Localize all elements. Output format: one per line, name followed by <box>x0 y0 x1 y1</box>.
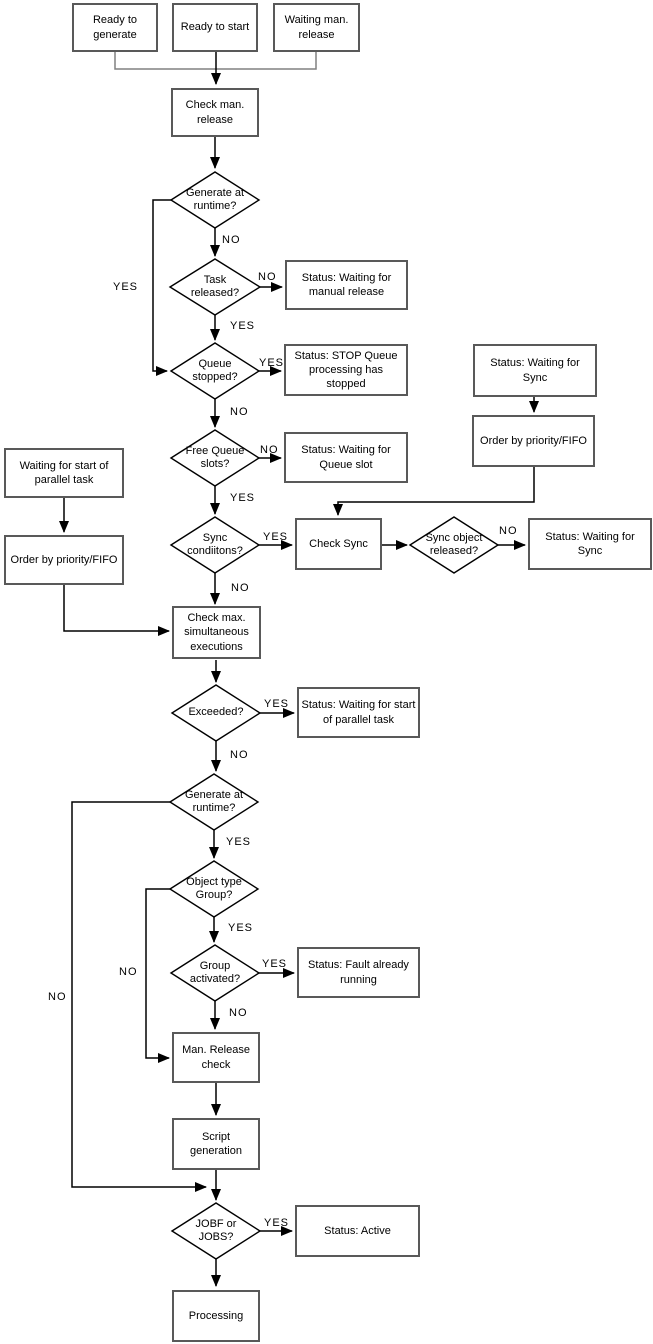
label-exceeded: Exceeded? <box>188 706 244 719</box>
node-script-generation: Script generation <box>172 1118 260 1170</box>
edge-label-no-task: NO <box>258 271 277 283</box>
label-generate-at-runtime-1: Generate at runtime? <box>185 186 245 212</box>
node-check-max-simultaneous: Check max. simultaneous executions <box>172 606 261 659</box>
edge-label-no-slots: NO <box>260 444 279 456</box>
node-order-by-priority-parallel: Order by priority/FIFO <box>4 535 124 585</box>
edge-label-yes-objtype: YES <box>228 922 254 934</box>
edge-label-yes-exceeded: YES <box>264 698 290 710</box>
label-generate-at-runtime-2: Generate at runtime? <box>184 788 244 814</box>
label-task-released: Task released? <box>190 273 240 299</box>
edge-label-no-exceeded: NO <box>230 749 249 761</box>
edge-label-yes-jobf: YES <box>264 1217 290 1229</box>
node-status-waiting-sync-result: Status: Waiting for Sync <box>528 518 652 570</box>
node-processing: Processing <box>172 1290 260 1342</box>
node-status-waiting-start-parallel: Status: Waiting for start of parallel task <box>297 687 420 738</box>
edge-label-no-group: NO <box>229 1007 248 1019</box>
node-check-sync: Check Sync <box>295 518 382 570</box>
edge-label-yes-slots: YES <box>230 492 256 504</box>
label-jobf-or-jobs: JOBF or JOBS? <box>195 1217 237 1243</box>
node-order-by-priority-sync: Order by priority/FIFO <box>472 415 595 467</box>
node-status-fault-already-running: Status: Fault already running <box>297 947 420 998</box>
node-waiting-man-release: Waiting man. release <box>273 3 360 52</box>
edge-label-no-generate1: NO <box>222 234 241 246</box>
edge-label-yes-generate2: YES <box>226 836 252 848</box>
node-ready-to-start: Ready to start <box>172 3 258 52</box>
edge-label-no-queue: NO <box>230 406 249 418</box>
edge-label-yes-sync: YES <box>263 531 289 543</box>
label-group-activated: Group activated? <box>189 959 241 985</box>
node-status-stop-queue: Status: STOP Queue processing has stopped <box>284 344 408 396</box>
edge-label-yes-generate1: YES <box>113 281 139 293</box>
label-sync-object-released: Sync object released? <box>425 531 483 557</box>
edge-label-no-generate2: NO <box>48 991 67 1003</box>
label-free-queue-slots: Free Queue slots? <box>185 444 245 470</box>
edge-label-no-sync-object: NO <box>499 525 518 537</box>
node-status-waiting-manual-release: Status: Waiting for manual release <box>285 260 408 310</box>
node-check-man-release: Check man. release <box>171 88 259 137</box>
flow-connectors <box>64 52 534 1286</box>
node-status-waiting-queue-slot: Status: Waiting for Queue slot <box>284 432 408 483</box>
edge-label-no-sync: NO <box>231 582 250 594</box>
node-man-release-check: Man. Release check <box>172 1032 260 1083</box>
node-waiting-start-parallel: Waiting for start of parallel task <box>4 448 124 498</box>
label-queue-stopped: Queue stopped? <box>192 357 238 383</box>
label-object-type-group: Object type Group? <box>186 875 242 901</box>
edge-label-yes-queue: YES <box>259 357 285 369</box>
node-status-active: Status: Active <box>295 1205 420 1257</box>
node-ready-to-generate: Ready to generate <box>72 3 158 52</box>
edge-label-yes-task: YES <box>230 320 256 332</box>
edge-label-yes-group: YES <box>262 958 288 970</box>
label-sync-conditions: Sync condiitons? <box>187 531 243 557</box>
edge-label-no-objtype: NO <box>119 966 138 978</box>
node-status-waiting-sync-source: Status: Waiting for Sync <box>473 344 597 397</box>
